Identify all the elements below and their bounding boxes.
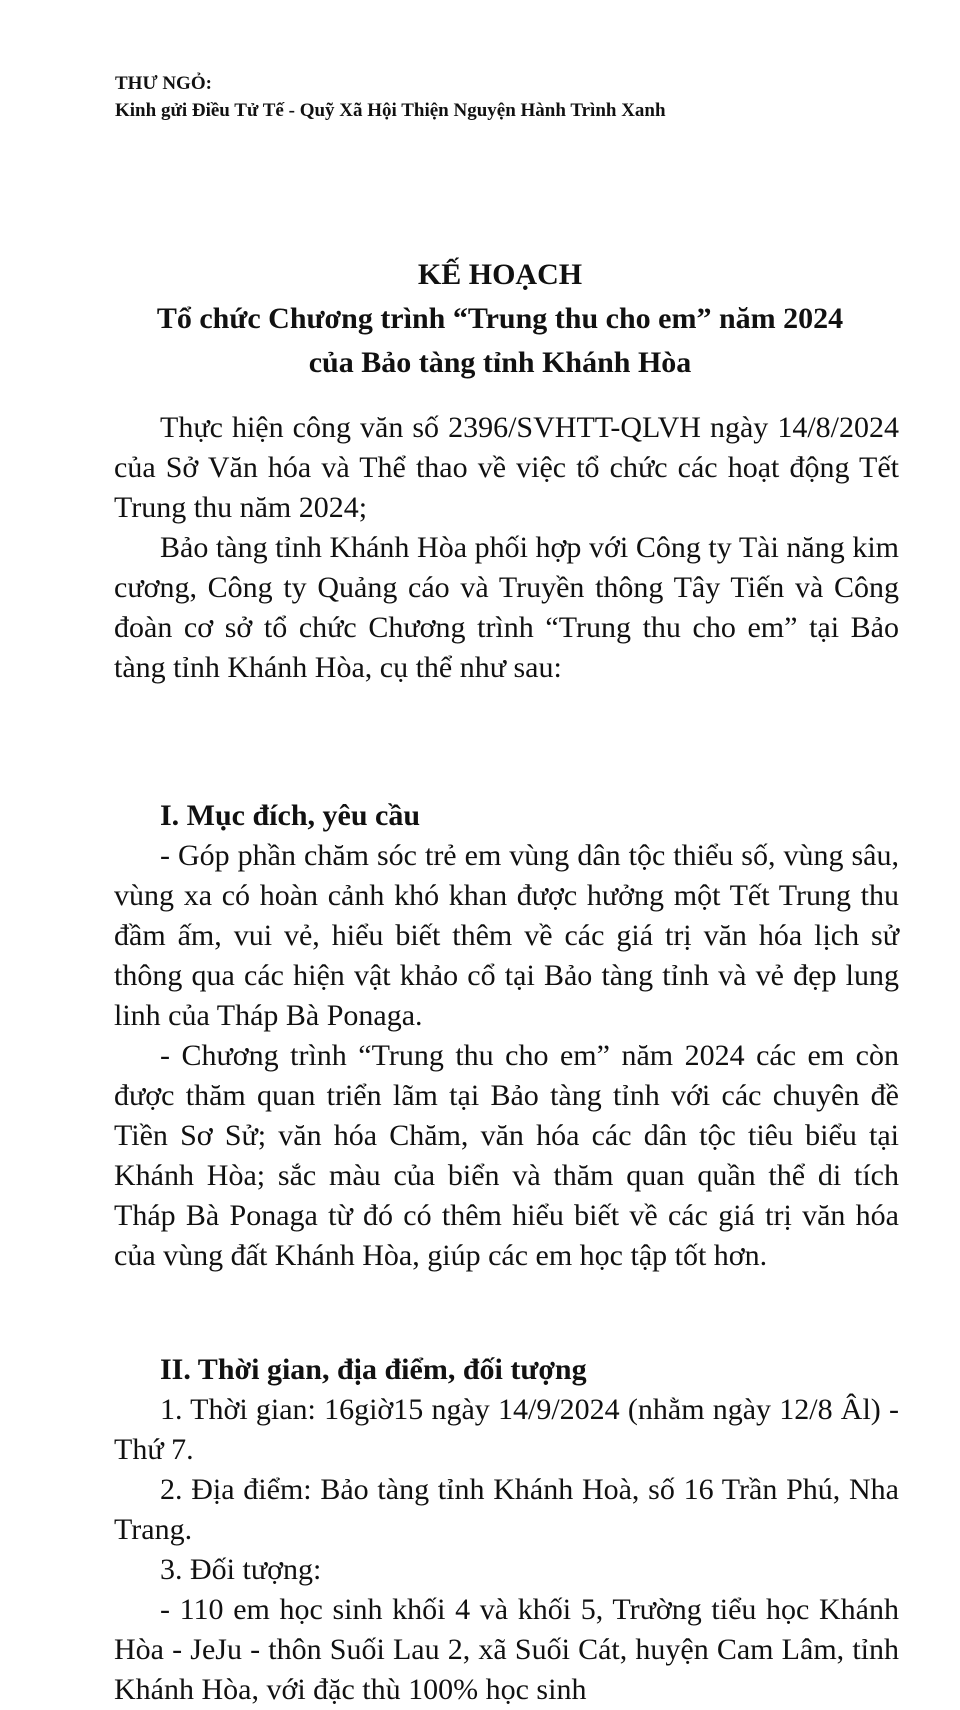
title-line-3: của Bảo tàng tỉnh Khánh Hòa bbox=[308, 346, 692, 379]
section-2-heading: II. Thời gian, địa điểm, đối tượng bbox=[160, 1353, 587, 1386]
letter-header bbox=[115, 70, 755, 124]
section-1-paragraph-2: - Chương trình “Trung thu cho em” năm 2024 các em còn được thăm quan triển lãm tại Bảo tàng tỉnh với các chuyên đề Tiền Sơ Sử; văn hóa Chăm, văn hóa các dân tộc tiêu biểu tại Khánh Hòa; sắc màu của biển và thăm quan quần thể di tích Tháp Bà Ponaga từ đó có thêm hiểu biết về các giá trị văn hóa của vùng đất Khánh Hòa, giúp các em học tập tốt hơn. bbox=[114, 1039, 899, 1272]
letter-recipient: Kinh gửi Điều Tử Tế - Quỹ Xã Hội Thiện Nguyện Hành Trình Xanh bbox=[115, 100, 666, 121]
section-1-paragraph-1: - Góp phần chăm sóc trẻ em vùng dân tộc thiểu số, vùng sâu, vùng xa có hoàn cảnh khó khan được hưởng một Tết Trung thu đầm ấm, vui vẻ, hiểu biết thêm về các giá trị văn hóa lịch sử thông qua các hiện vật khảo cổ tại Bảo tàng tỉnh và vẻ đẹp lung linh của Tháp Bà Ponaga. bbox=[114, 839, 899, 1032]
title-line-1: KẾ HOẠCH bbox=[417, 258, 583, 291]
section-2-audience-text: - 110 em học sinh khối 4 và khối 5, Trường tiểu học Khánh Hòa - JeJu - thôn Suối Lau 2, xã Suối Cát, huyện Cam Lâm, tỉnh Khánh Hòa, với đặc thù 100% học sinh bbox=[114, 1593, 899, 1706]
plan-title bbox=[100, 253, 900, 385]
section-2-audience-label: 3. Đối tượng: bbox=[160, 1553, 322, 1586]
intro-paragraph-2: Bảo tàng tỉnh Khánh Hòa phối hợp với Công ty Tài năng kim cương, Công ty Quảng cáo và Truyền thông Tây Tiến và Công đoàn cơ sở tổ chức Chương trình “Trung thu cho em” tại Bảo tàng tỉnh Khánh Hòa, cụ thể như sau: bbox=[114, 531, 899, 684]
section-2-time: 1. Thời gian: 16giờ15 ngày 14/9/2024 (nhằm ngày 12/8 Âl) - Thứ 7. bbox=[114, 1393, 899, 1466]
letter-label: THƯ NGỎ: bbox=[115, 73, 212, 94]
section-1-heading: I. Mục đích, yêu cầu bbox=[160, 799, 421, 832]
title-line-2: Tổ chức Chương trình “Trung thu cho em” năm 2024 bbox=[156, 302, 844, 335]
intro-paragraph-1: Thực hiện công văn số 2396/SVHTT-QLVH ngày 14/8/2024 của Sở Văn hóa và Thể thao về việc tổ chức các hoạt động Tết Trung thu năm 2024; bbox=[114, 411, 899, 524]
section-2-place: 2. Địa điểm: Bảo tàng tỉnh Khánh Hoà, số 16 Trần Phú, Nha Trang. bbox=[114, 1473, 899, 1546]
